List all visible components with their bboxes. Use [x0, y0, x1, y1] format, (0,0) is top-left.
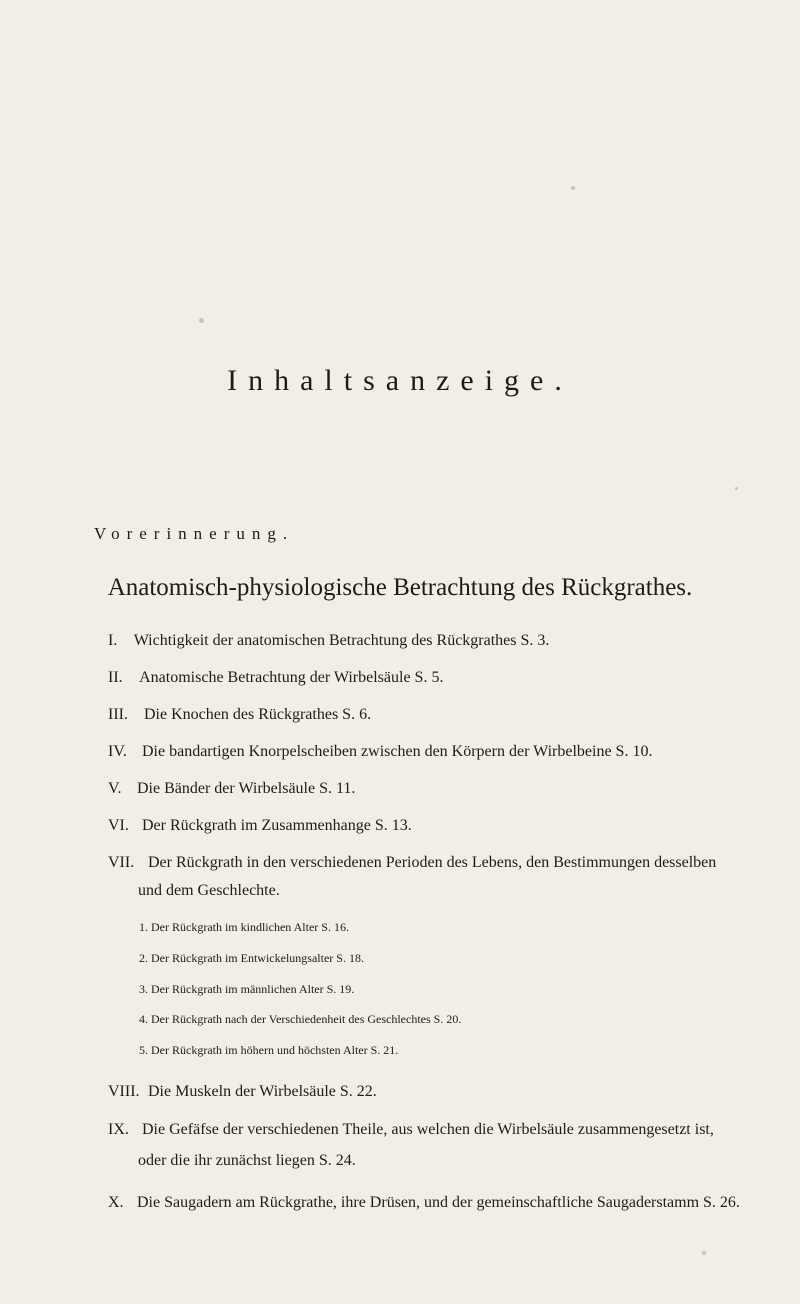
toc-subentry — [139, 982, 354, 997]
toc-subentry — [139, 1043, 398, 1058]
entry-text: Die Knochen des Rückgrathes S. 6. — [144, 706, 372, 723]
entry-number: IX. — [108, 1121, 129, 1138]
toc-subentry — [139, 951, 364, 966]
entry-number: I. — [108, 632, 118, 649]
subentry-text: Der Rückgrath im Entwickelungsalter S. 18. — [151, 951, 364, 965]
toc-entry — [108, 1121, 714, 1139]
toc-entry — [108, 1194, 740, 1212]
page-title: Inhaltsanzeige. — [227, 364, 573, 397]
section-title: Anatomisch-physiologische Betrachtung des Rückgrathes. — [107, 574, 693, 601]
toc-entry — [108, 780, 355, 798]
entry-text: Anatomische Betrachtung der Wirbelsäule S. 5. — [139, 669, 444, 686]
subentry-number: 4. — [139, 1012, 148, 1026]
toc-subentry — [139, 1012, 461, 1027]
entry-number: X. — [108, 1194, 124, 1211]
subentry-text: Der Rückgrath im männlichen Alter S. 19. — [151, 982, 355, 996]
entry-number: VIII. — [108, 1083, 140, 1100]
entry-text: Der Rückgrath in den verschiedenen Perioden des Lebens, den Bestimmungen desselben — [148, 854, 717, 871]
subentry-number: 2. — [139, 951, 148, 965]
entry-text: Der Rückgrath im Zusammenhange S. 13. — [142, 817, 412, 834]
toc-entry — [108, 706, 371, 724]
entry-continuation: oder die ihr zunächst liegen S. 24. — [138, 1152, 356, 1169]
entry-number: V. — [108, 780, 122, 797]
entry-text: Die Saugadern am Rückgrathe, ihre Drüsen, und der gemeinschaftliche Saugaderstamm S. 26. — [137, 1194, 740, 1211]
subentry-text: Der Rückgrath im höhern und höchsten Alter S. 21. — [151, 1043, 399, 1057]
subentry-number: 1. — [139, 920, 148, 934]
subentry-text: Der Rückgrath im kindlichen Alter S. 16. — [151, 920, 349, 934]
entry-text: Die Muskeln der Wirbelsäule S. 22. — [148, 1083, 377, 1100]
toc-entry — [108, 1083, 377, 1101]
entry-text: Wichtigkeit der anatomischen Betrachtung des Rückgrathes S. 3. — [133, 632, 550, 649]
entry-text: Die Gefäfse der verschiedenen Theile, aus welchen die Wirbelsäule zusammengesetzt ist, — [142, 1121, 714, 1138]
paper-speck — [199, 318, 204, 323]
entry-number: III. — [108, 706, 128, 723]
toc-entry — [108, 817, 412, 835]
preface-heading: Vorerinnerung. — [94, 524, 295, 543]
entry-text: Die bandartigen Knorpelscheiben zwischen den Körpern der Wirbelbeine S. 10. — [142, 743, 653, 760]
toc-entry — [108, 669, 443, 687]
subentry-text: Der Rückgrath nach der Verschiedenheit des Geschlechtes S. 20. — [151, 1012, 462, 1026]
entry-number: II. — [108, 669, 123, 686]
entry-number: VI. — [108, 817, 129, 834]
entry-text: Die Bänder der Wirbelsäule S. 11. — [137, 780, 356, 797]
toc-entry — [108, 632, 549, 650]
subentry-number: 3. — [139, 982, 148, 996]
entry-continuation: und dem Geschlechte. — [138, 882, 280, 899]
subentry-number: 5. — [139, 1043, 148, 1057]
toc-entry — [108, 854, 716, 872]
entry-number: IV. — [108, 743, 127, 760]
paper-speck — [571, 186, 575, 190]
toc-subentry — [139, 920, 349, 935]
paper-speck — [735, 487, 738, 490]
toc-entry — [108, 743, 652, 761]
entry-number: VII. — [108, 854, 135, 871]
paper-speck — [702, 1251, 706, 1255]
